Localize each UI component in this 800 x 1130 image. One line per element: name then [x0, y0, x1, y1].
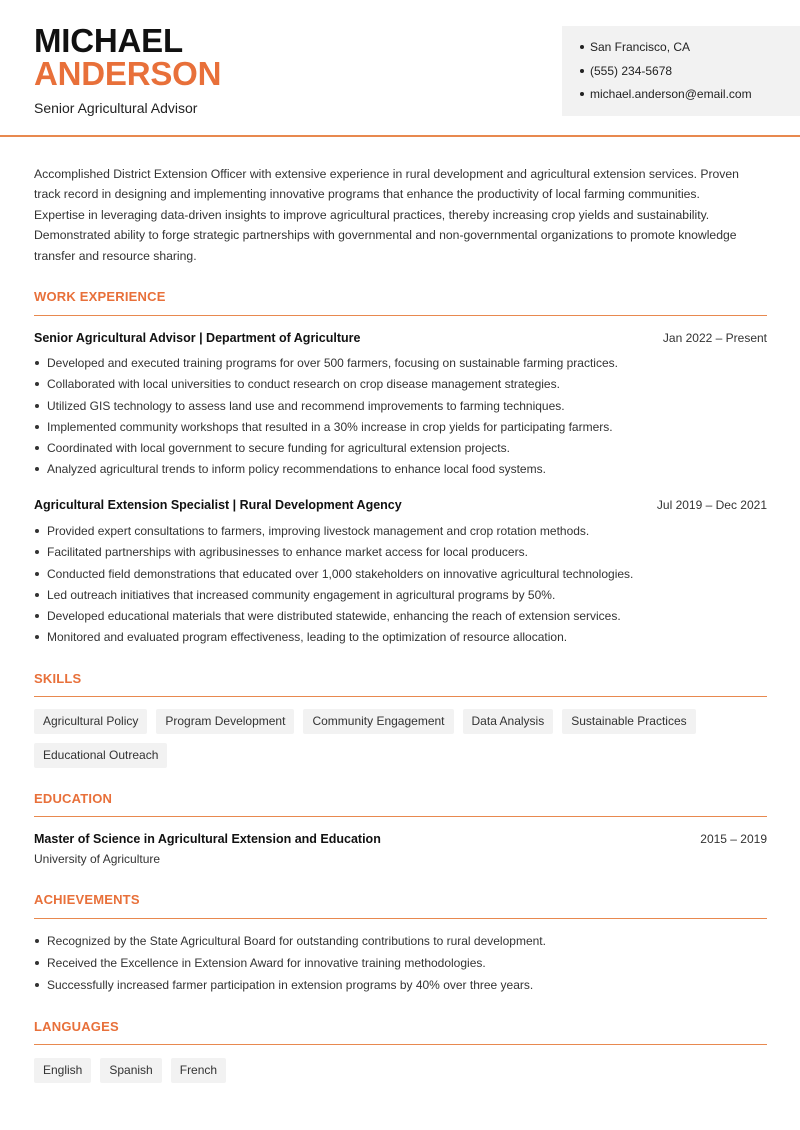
- list-item: Developed and executed training programs for over 500 farmers, focusing on sustainable farming practices.: [34, 356, 767, 377]
- achievements-list: [34, 934, 767, 1000]
- job-entry-dates: Jan 2022 – Present: [662, 331, 767, 345]
- section-title-work: WORK EXPERIENCE: [34, 289, 166, 304]
- list-item: Analyzed agricultural trends to inform policy recommendations to enhance local food systems.: [34, 462, 767, 483]
- contact-phone: (555) 234-5678: [580, 64, 800, 88]
- job-bullets: [34, 356, 767, 484]
- language-chip: French: [171, 1058, 226, 1083]
- job-entry-dates: Jul 2019 – Dec 2021: [656, 498, 767, 512]
- job-title: Senior Agricultural Advisor: [34, 100, 198, 116]
- list-item: Implemented community workshops that resulted in a 30% increase in crop yields for participating farmers.: [34, 420, 767, 441]
- last-name: ANDERSON: [34, 55, 222, 92]
- skill-chip: Agricultural Policy: [34, 709, 147, 734]
- job-entry-header: [34, 498, 767, 512]
- contact-box: [562, 26, 800, 116]
- resume-header: [0, 0, 800, 137]
- section-divider: [34, 696, 767, 697]
- list-item: Successfully increased farmer participation in extension programs by 40% over three years.: [34, 978, 767, 1000]
- professional-summary: Accomplished District Extension Officer with extensive experience in rural development and agricultural extension services. Proven track record in designing and implementing innovative programs that enhance the productivity of local farming communities. Expertise in leveraging data-driven insights to improve agricultural practices, thereby increasing crop yields and sustainability. Demonstrated ability to forge strategic partnerships with governmental and non-governmental organizations to promote knowledge transfer and resource sharing.: [34, 167, 739, 263]
- language-chip: English: [34, 1058, 91, 1083]
- list-item: Coordinated with local government to secure funding for agricultural extension projects.: [34, 441, 767, 462]
- language-chip: Spanish: [100, 1058, 161, 1083]
- list-item: Recognized by the State Agricultural Board for outstanding contributions to rural development.: [34, 934, 767, 956]
- section-divider: [34, 1044, 767, 1045]
- section-divider: [34, 918, 767, 919]
- list-item: Conducted field demonstrations that educated over 1,000 stakeholders on innovative agricultural technologies.: [34, 567, 767, 588]
- languages-list: [34, 1058, 767, 1083]
- skill-chip: Program Development: [156, 709, 294, 734]
- job-bullets: [34, 524, 767, 652]
- job-entry-title: Senior Agricultural Advisor | Department of Agriculture: [34, 331, 361, 345]
- list-item: Developed educational materials that were distributed statewide, enhancing the reach of extension services.: [34, 609, 767, 630]
- skills-list: [34, 709, 767, 768]
- list-item: Led outreach initiatives that increased community engagement in agricultural programs by 50%.: [34, 588, 767, 609]
- education-dates: 2015 – 2019: [700, 832, 767, 846]
- job-entry-header: [34, 331, 767, 345]
- education-school: University of Agriculture: [34, 852, 161, 866]
- skill-chip: Sustainable Practices: [562, 709, 695, 734]
- list-item: Utilized GIS technology to assess land use and recommend improvements to farming techniques.: [34, 399, 767, 420]
- contact-location: San Francisco, CA: [580, 40, 800, 64]
- contact-email: michael.anderson@email.com: [580, 87, 800, 111]
- list-item: Collaborated with local universities to conduct research on crop disease management strategies.: [34, 377, 767, 398]
- section-divider: [34, 816, 767, 817]
- job-entry-title: Agricultural Extension Specialist | Rural Development Agency: [34, 498, 402, 512]
- section-title-skills: SKILLS: [34, 671, 82, 686]
- section-divider: [34, 315, 767, 316]
- list-item: Provided expert consultations to farmers, improving livestock management and crop rotation methods.: [34, 524, 767, 545]
- education-entry: [34, 832, 767, 866]
- education-degree: Master of Science in Agricultural Extension and Education: [34, 832, 381, 846]
- section-title-education: EDUCATION: [34, 791, 113, 806]
- list-item: Monitored and evaluated program effectiveness, leading to the optimization of resource allocation.: [34, 630, 767, 651]
- first-name: MICHAEL: [34, 22, 183, 59]
- section-title-achievements: ACHIEVEMENTS: [34, 892, 140, 907]
- skill-chip: Community Engagement: [303, 709, 453, 734]
- candidate-name: [34, 24, 221, 90]
- skill-chip: Data Analysis: [463, 709, 554, 734]
- list-item: Facilitated partnerships with agribusinesses to enhance market access for local producers.: [34, 545, 767, 566]
- section-title-languages: LANGUAGES: [34, 1019, 119, 1034]
- list-item: Received the Excellence in Extension Award for innovative training methodologies.: [34, 956, 767, 978]
- skill-chip: Educational Outreach: [34, 743, 167, 768]
